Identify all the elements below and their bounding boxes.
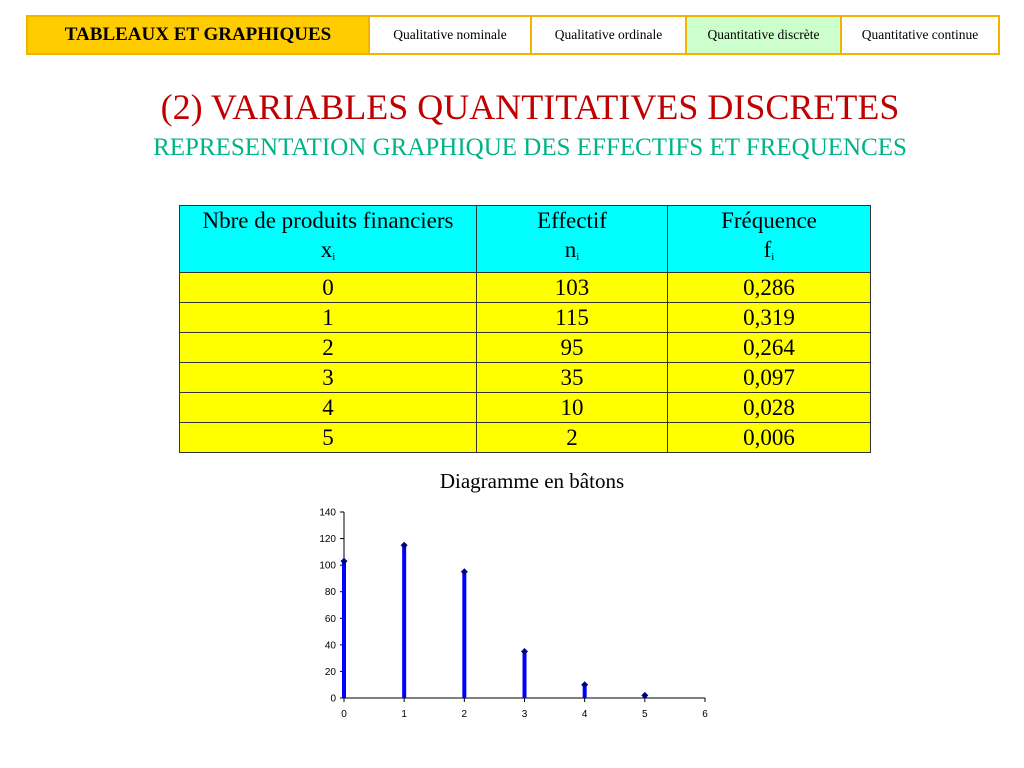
cell-f: 0,286 (668, 273, 871, 303)
y-tick-label: 80 (324, 587, 336, 599)
page-title: (2) VARIABLES QUANTITATIVES DISCRETES (160, 87, 900, 127)
bar-marker (341, 558, 348, 565)
table-row (180, 393, 871, 423)
tab-quantitative-continue[interactable]: Quantitative continue (861, 27, 979, 42)
cell-f: 0,028 (668, 393, 871, 423)
tab-qualitative-ordinale[interactable]: Qualitative ordinale (532, 17, 687, 53)
cell-f: 0,006 (668, 423, 871, 453)
table-row (180, 333, 871, 363)
x-tick-label: 1 (401, 709, 407, 720)
stick-diagram (300, 500, 730, 730)
tab-qualitative-nominale[interactable]: Qualitative nominale (370, 17, 532, 53)
table-row (180, 273, 871, 303)
x-tick-label: 3 (521, 709, 528, 720)
cell-n: 103 (477, 273, 668, 303)
x-tick-label: 6 (702, 709, 708, 720)
cell-f: 0,264 (668, 333, 871, 363)
frequency-table (179, 205, 871, 453)
cell-x: 3 (180, 363, 477, 393)
x-tick-label: 0 (341, 709, 347, 720)
y-tick-label: 140 (319, 507, 336, 519)
cell-f: 0,097 (668, 363, 871, 393)
cell-f: 0,319 (668, 303, 871, 333)
header-x-label: Nbre de produits financiers (180, 206, 477, 236)
y-tick-label: 60 (324, 613, 336, 625)
y-tick-label: 120 (319, 534, 336, 546)
bar-marker (401, 542, 408, 549)
y-tick-label: 0 (330, 693, 336, 705)
x-tick-label: 2 (461, 709, 468, 720)
cell-x: 1 (180, 303, 477, 333)
cell-x: 0 (180, 273, 477, 303)
header-n-symbol: $n_i$ (477, 235, 668, 273)
table-row (180, 423, 871, 453)
header-f-symbol: $f_i$ (668, 235, 871, 273)
y-tick-label: 40 (324, 640, 336, 652)
chart-title: Diagramme en bâtons (439, 469, 625, 493)
page-subtitle: REPRESENTATION GRAPHIQUE DES EFFECTIFS ET FREQUENCES (153, 134, 907, 161)
header-n-label: Effectif (477, 206, 668, 236)
cell-x: 2 (180, 333, 477, 363)
y-tick-label: 20 (324, 666, 336, 678)
bar-marker (581, 681, 588, 688)
bar-marker (521, 648, 528, 655)
header-x-symbol: $x_i$ (180, 235, 477, 273)
cell-n: 10 (477, 393, 668, 423)
table-row (180, 363, 871, 393)
cell-x: 4 (180, 393, 477, 423)
cell-x: 5 (180, 423, 477, 453)
cell-n: 115 (477, 303, 668, 333)
header-f-label: Fréquence (668, 206, 871, 236)
table-row (180, 303, 871, 333)
bar-marker (461, 568, 468, 575)
nav-bar (26, 15, 1000, 55)
x-tick-label: 5 (642, 709, 648, 720)
nav-title[interactable]: TABLEAUX ET GRAPHIQUES (28, 17, 370, 53)
cell-n: 2 (477, 423, 668, 453)
x-tick-label: 4 (581, 709, 588, 720)
y-tick-label: 100 (319, 560, 336, 572)
cell-n: 35 (477, 363, 668, 393)
tab-quantitative-discrete[interactable]: Quantitative discrète (687, 17, 842, 53)
cell-n: 95 (477, 333, 668, 363)
